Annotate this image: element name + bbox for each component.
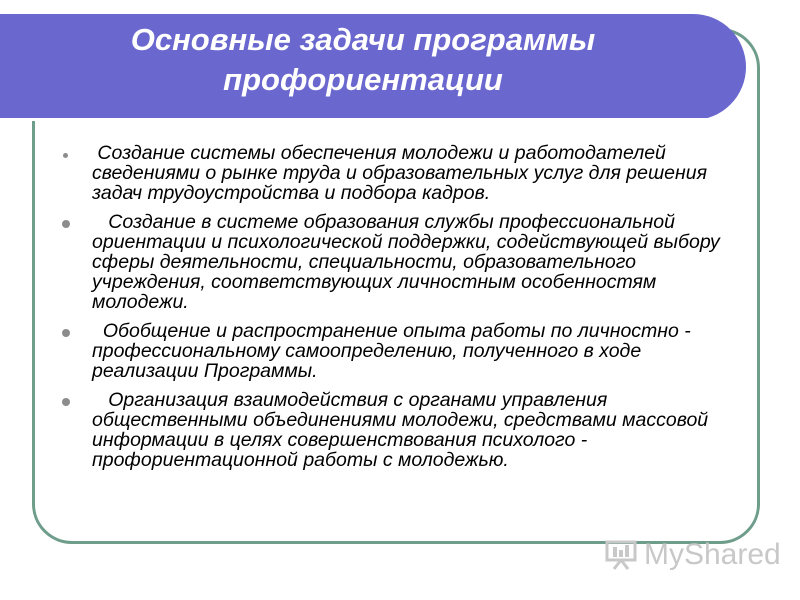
title-banner <box>0 14 746 120</box>
watermark <box>604 535 781 575</box>
title-line-2: профориентации <box>223 62 503 97</box>
presentation-board-icon <box>604 539 638 571</box>
bullet-dot-icon <box>62 398 70 406</box>
bullet-dot-icon <box>62 220 70 228</box>
title-underline <box>0 118 710 121</box>
slide-title <box>43 20 683 100</box>
title-line-1: Основные задачи программы <box>130 22 596 57</box>
bullet-item <box>58 390 738 470</box>
bullet-text: Организация взаимодействия с органами управления общественными объединениями молодежи, средствами массовой информации в целях совершенствования психолого - профориентационной работы с молодежью. <box>92 389 714 471</box>
bullet-dot-icon <box>63 153 68 158</box>
bullet-text: Создание системы обеспечения молодежи и работодателей сведениями о рынке труда и образовательных услуг для решения задач трудоустройства и подбора кадров. <box>92 142 713 204</box>
bullet-text: Обобщение и распространение опыта работы по личностно - профессиональному самоопределению, полученного в ходе реализации Программы. <box>92 320 697 382</box>
bullet-item <box>58 212 738 312</box>
bullet-item <box>58 321 738 381</box>
bullet-list <box>58 143 738 479</box>
watermark-text: MyShared <box>644 538 781 571</box>
bullet-item <box>58 143 738 203</box>
bullet-dot-icon <box>62 329 70 337</box>
bullet-text: Создание в системе образования службы профессиональной ориентации и психологической поддержки, содействующей выбору сферы деятельности, специальности, образовательного учреждения, соответствующих личностным особенностям молодежи. <box>92 211 726 313</box>
